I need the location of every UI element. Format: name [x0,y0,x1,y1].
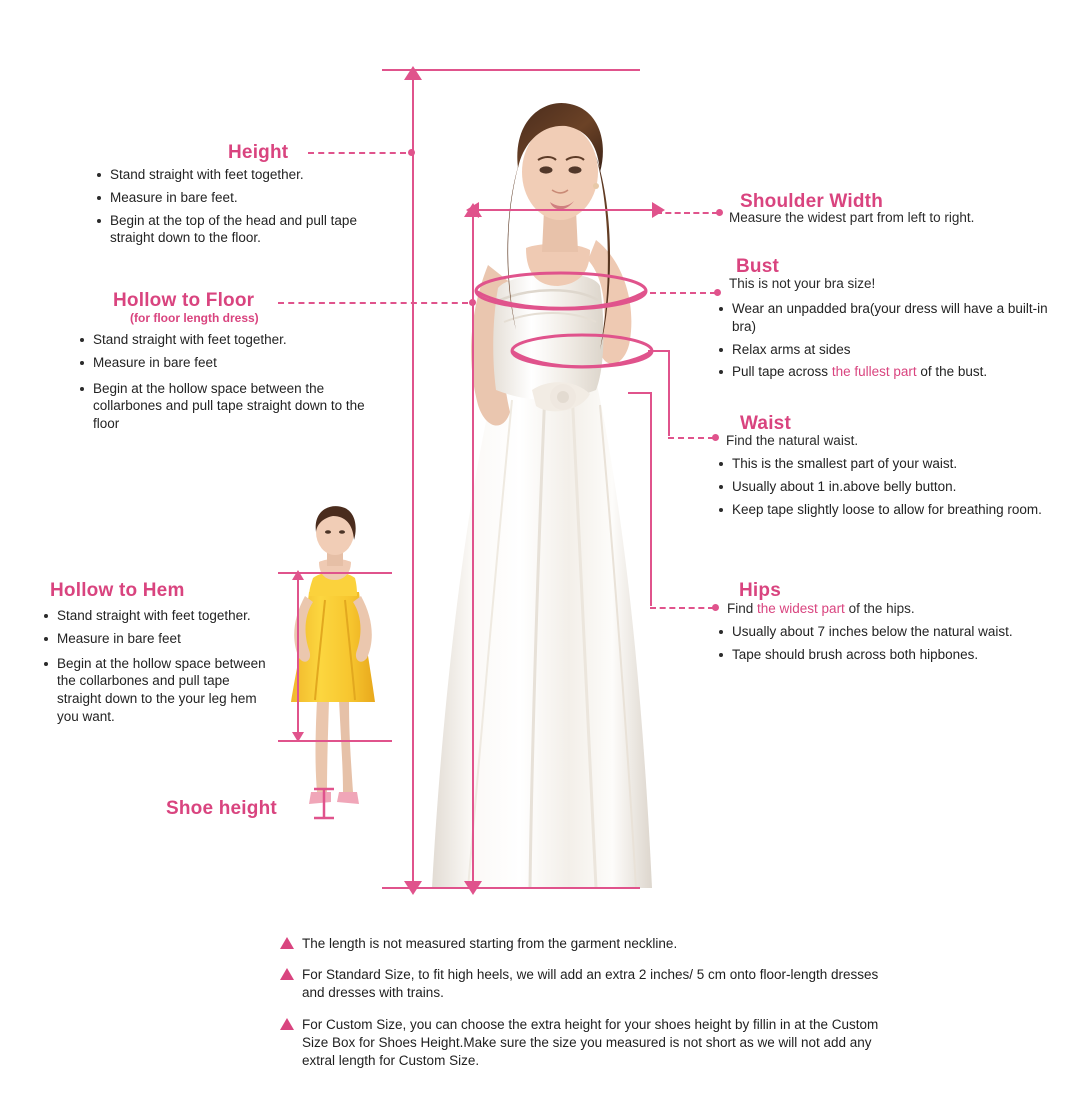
hollow-to-floor-vertical-line [472,215,474,883]
shoe-height-bracket [312,786,336,822]
height-leader-dot [408,149,415,156]
shoulder-leader-dot [716,209,723,216]
list-item: Usually about 7 inches below the natural waist. [717,623,1047,641]
list-item: Measure in bare feet. [95,189,385,207]
warning-triangle-icon [280,968,294,980]
bust-leader-dot [714,289,721,296]
height-heading: Height [228,142,289,163]
warning-triangle-icon [280,937,294,949]
height-top-guide [382,69,640,71]
model-photo-yellow-dress [265,500,400,830]
note-row [280,935,900,953]
hollow-to-floor-arrow-bottom [464,881,482,895]
hips-leader-horizontal [628,392,652,394]
note-row [280,966,900,1002]
shoulder-line [478,209,656,211]
hips-lead-suffix: of the hips. [844,601,915,616]
hips-leader-dot [712,604,719,611]
bust-pull-prefix: Pull tape across [732,364,832,380]
notes-block [280,935,900,1083]
hips-lead-prefix: Find [727,601,758,616]
waist-list [717,455,1052,523]
hollow-to-hem-list [42,607,267,731]
waist-leader-dashed [668,437,714,439]
list-item: Measure in bare feet [42,630,267,648]
bust-leader [650,292,716,294]
hips-heading: Hips [739,580,781,601]
shoulder-width-heading: Shoulder Width [740,191,883,212]
bust-list [717,300,1052,386]
hips-leader-dashed [650,607,714,609]
list-item: Measure in bare feet [78,354,368,372]
hollow-to-floor-leader [278,302,468,304]
list-item: Stand straight with feet together. [42,607,267,625]
warning-triangle-icon [280,1018,294,1030]
list-item [717,363,1052,381]
hollow-to-hem-bottom-guide [278,740,392,742]
note-text: For Standard Size, to fit high heels, we will add an extra 2 inches/ 5 cm onto floor-length dresses and dresses with trains. [302,967,879,1001]
hollow-to-hem-heading: Hollow to Hem [50,580,185,601]
hollow-to-hem-arrow-top [292,570,304,580]
bust-lead: This is not your bra size! [729,276,876,291]
hips-leader-vertical [650,392,652,606]
bust-pull-suffix: of the bust. [916,364,988,380]
hollow-to-floor-heading: Hollow to Floor [113,290,255,311]
list-item: Relax arms at sides [717,341,1052,359]
list-item: Wear an unpadded bra(your dress will have a built-in bra) [717,300,1052,336]
note-row [280,1016,900,1071]
waist-lead: Find the natural waist. [726,433,859,448]
shoulder-leader [656,212,718,214]
list-item: Stand straight with feet together. [78,331,368,349]
list-item: This is the smallest part of your waist. [717,455,1052,473]
hollow-to-floor-subheading: (for floor length dress) [130,311,259,325]
shoulder-width-lead: Measure the widest part from left to right. [729,210,975,225]
bust-pull-emphasis: the fullest part [831,364,917,380]
bust-band [472,268,650,314]
waist-leader-vertical [668,350,670,436]
model-photo-white-gown [400,60,710,895]
note-text: For Custom Size, you can choose the extra height for your shoes height by fillin in at the Custom Size Box for Shoes Height.Make sure the size you measured is not short as we will not add any extral length for Custom Size. [302,1016,879,1069]
floor-guide-line [382,887,640,889]
height-leader [308,152,406,154]
list-item: Tape should brush across both hipbones. [717,646,1047,664]
waist-leader-dot [712,434,719,441]
waist-heading: Waist [740,413,791,434]
waist-leader-horizontal [648,350,670,352]
hollow-to-floor-list [78,331,368,438]
hollow-to-hem-vertical-line [297,580,299,736]
note-text: The length is not measured starting from the garment neckline. [302,936,678,951]
waist-band [508,330,656,372]
list-item: Begin at the hollow space between the collarbones and pull tape straight down to the your leg hem you want. [42,655,267,726]
bust-heading: Bust [736,256,780,277]
shoulder-arrow-right [652,202,665,218]
list-item: Usually about 1 in.above belly button. [717,478,1052,496]
hips-list [717,623,1047,669]
height-vertical-line [412,78,414,883]
height-list [95,166,385,252]
list-item: Stand straight with feet together. [95,166,385,184]
list-item: Begin at the top of the head and pull tape straight down to the floor. [95,212,385,248]
shoe-height-heading: Shoe height [166,798,277,819]
list-item: Keep tape slightly loose to allow for breathing room. [717,501,1052,519]
list-item: Begin at the hollow space between the collarbones and pull tape straight down to the floor [78,380,368,433]
hips-lead [727,600,1057,618]
hips-lead-emphasis: the widest part [757,601,845,616]
